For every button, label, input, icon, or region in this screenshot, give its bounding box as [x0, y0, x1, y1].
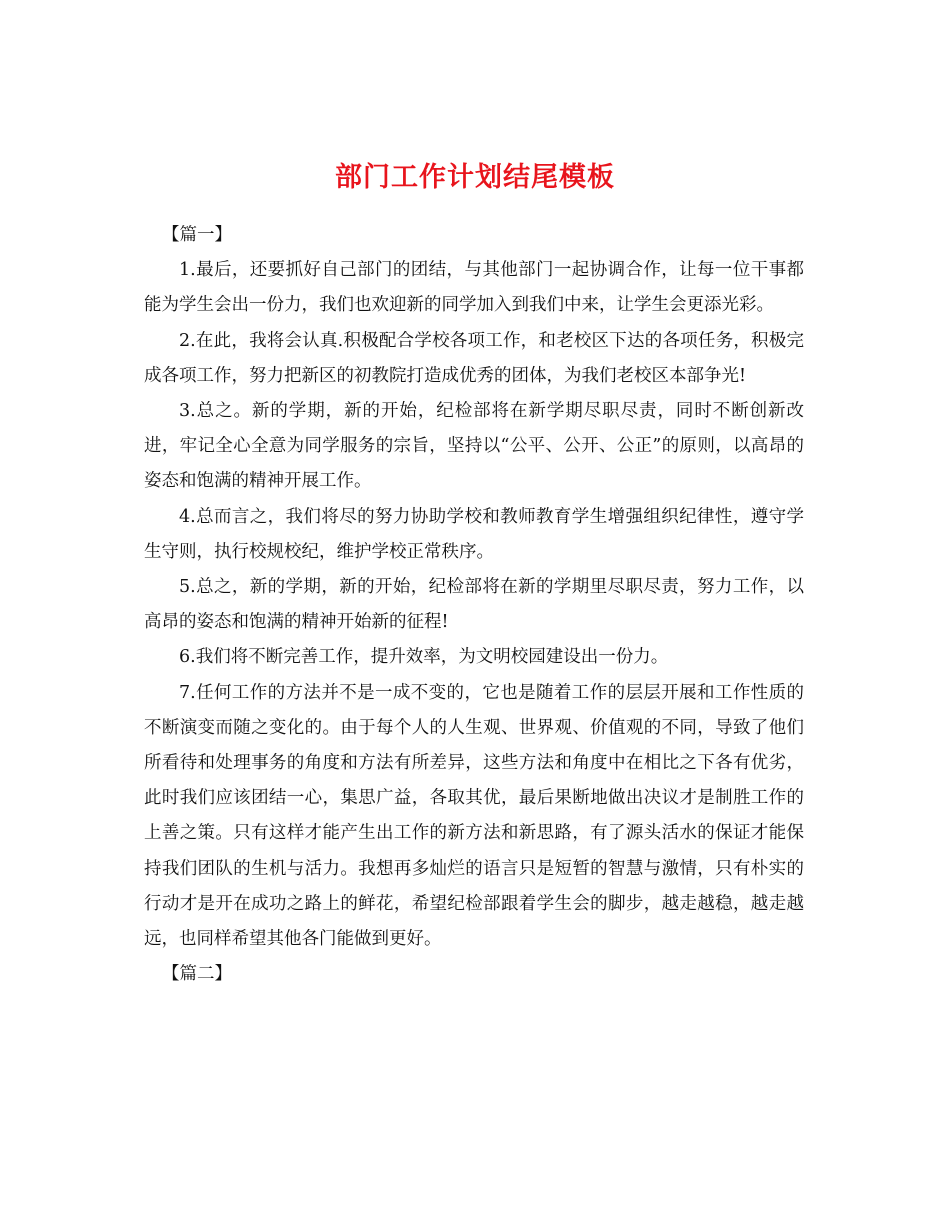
document-body: [144, 218, 804, 992]
paragraph-5: 5.总之，新的学期，新的开始，纪检部将在新的学期里尽职尽责，努力工作，以高昂的姿态和饱满的精神开始新的征程!: [144, 577, 804, 633]
section-heading-2: 【篇二】: [162, 964, 232, 985]
section-heading-1: 【篇一】: [162, 225, 232, 245]
document-title: 部门工作计划结尾模板: [335, 162, 615, 194]
paragraph-6: 6.我们将不断完善工作，提升效率，为文明校园建设出一份力。: [179, 647, 669, 668]
paragraph-4: 4.总而言之，我们将尽的努力协助学校和教师教育学生增强组织纪律性，遵守学生守则，执行校规校纪，维护学校正常秩序。: [144, 506, 804, 562]
paragraph-2: 2.在此，我将会认真.积极配合学校各项工作，和老校区下达的各项任务，积极完成各项工作，努力把新区的初教院打造成优秀的团体，为我们老校区本部争光!: [144, 330, 804, 386]
paragraph-3: 3.总之。新的学期，新的开始，纪检部将在新学期尽职尽责，同时不断创新改进，牢记全心全意为同学服务的宗旨，坚持以“公平、公开、公正”的原则，以高昂的姿态和饱满的精神开展工作。: [144, 401, 804, 492]
paragraph-1: 1.最后，还要抓好自己部门的团结，与其他部门一起协调合作，让每一位干事都能为学生会出一份力，我们也欢迎新的同学加入到我们中来，让学生会更添光彩。: [144, 260, 804, 316]
paragraph-7: 7.任何工作的方法并不是一成不变的，它也是随着工作的层层开展和工作性质的不断演变而随之变化的。由于每个人的人生观、世界观、价值观的不同，导致了他们所看待和处理事务的角度和方法有所差异，这些方法和角度中在相比之下各有优劣，此时我们应该团结一心，集思广益，各取其优，最后果断地做出决议才是制胜工作的上善之策。只有这样才能产生出工作的新方法和新思路，有了源头活水的保证才能保持我们团队的生机与活力。我想再多灿烂的语言只是短暂的智慧与激情，只有朴实的行动才是开在成功之路上的鲜花，希望纪检部跟着学生会的脚步，越走越稳，越走越远，也同样希望其他各门能做到更好。: [144, 682, 804, 950]
